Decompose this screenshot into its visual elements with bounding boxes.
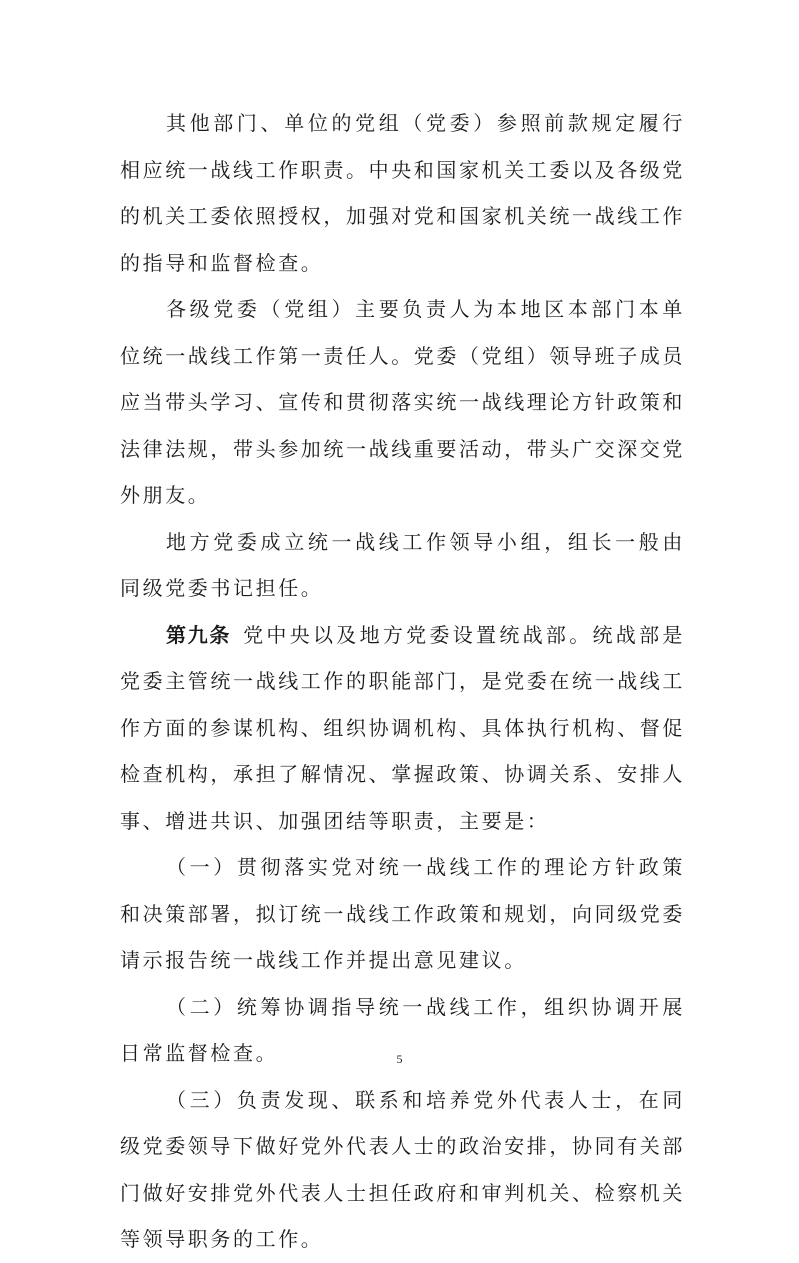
paragraph-2: [120, 286, 685, 519]
paragraph-text: 地方党委成立统一战线工作领导小组，组长一般由同级党委书记担任。: [120, 529, 685, 600]
paragraph-item-1: [120, 844, 685, 984]
paragraph-text: 其他部门、单位的党组（党委）参照前款规定履行相应统一战线工作职责。中央和国家机关工委以及各级党的机关工委依照授权，加强对党和国家机关统一战线工作的指导和监督检查。: [120, 111, 685, 275]
paragraph-text: 各级党委（党组）主要负责人为本地区本部门本单位统一战线工作第一责任人。党委（党组）领导班子成员应当带头学习、宣传和贯彻落实统一战线理论方针政策和法律法规，带头参加统一战线重要活动，带头广交深交党外朋友。: [120, 297, 685, 507]
paragraph-text: 党中央以及地方党委设置统战部。统战部是党委主管统一战线工作的职能部门，是党委在统一战线工作方面的参谋机构、组织协调机构、具体执行机构、督促检查机构，承担了解情况、掌握政策、协调关系、安排人事、增进共识、加强团结等职责，主要是：: [120, 622, 686, 833]
paragraph-text: （二）统筹协调指导统一战线工作，组织协调开展日常监督检查。: [120, 994, 685, 1065]
page-number: 5: [396, 1052, 403, 1066]
paragraph-3: [120, 519, 685, 612]
paragraph-item-3: [120, 1077, 685, 1263]
document-body: [120, 100, 685, 1263]
paragraph-text: （三）负责发现、联系和培养党外代表人士，在同级党委领导下做好党外代表人士的政治安排，协同有关部门做好安排党外代表人士担任政府和审判机关、检察机关等领导职务的工作。: [120, 1087, 685, 1251]
paragraph-text: （一）贯彻落实党对统一战线工作的理论方针政策和决策部署，拟订统一战线工作政策和规划，向同级党委请示报告统一战线工作并提出意见建议。: [120, 855, 685, 972]
paragraph-article-9: [120, 612, 685, 845]
article-heading: 第九条: [166, 622, 232, 647]
paragraph-1: [120, 100, 685, 286]
